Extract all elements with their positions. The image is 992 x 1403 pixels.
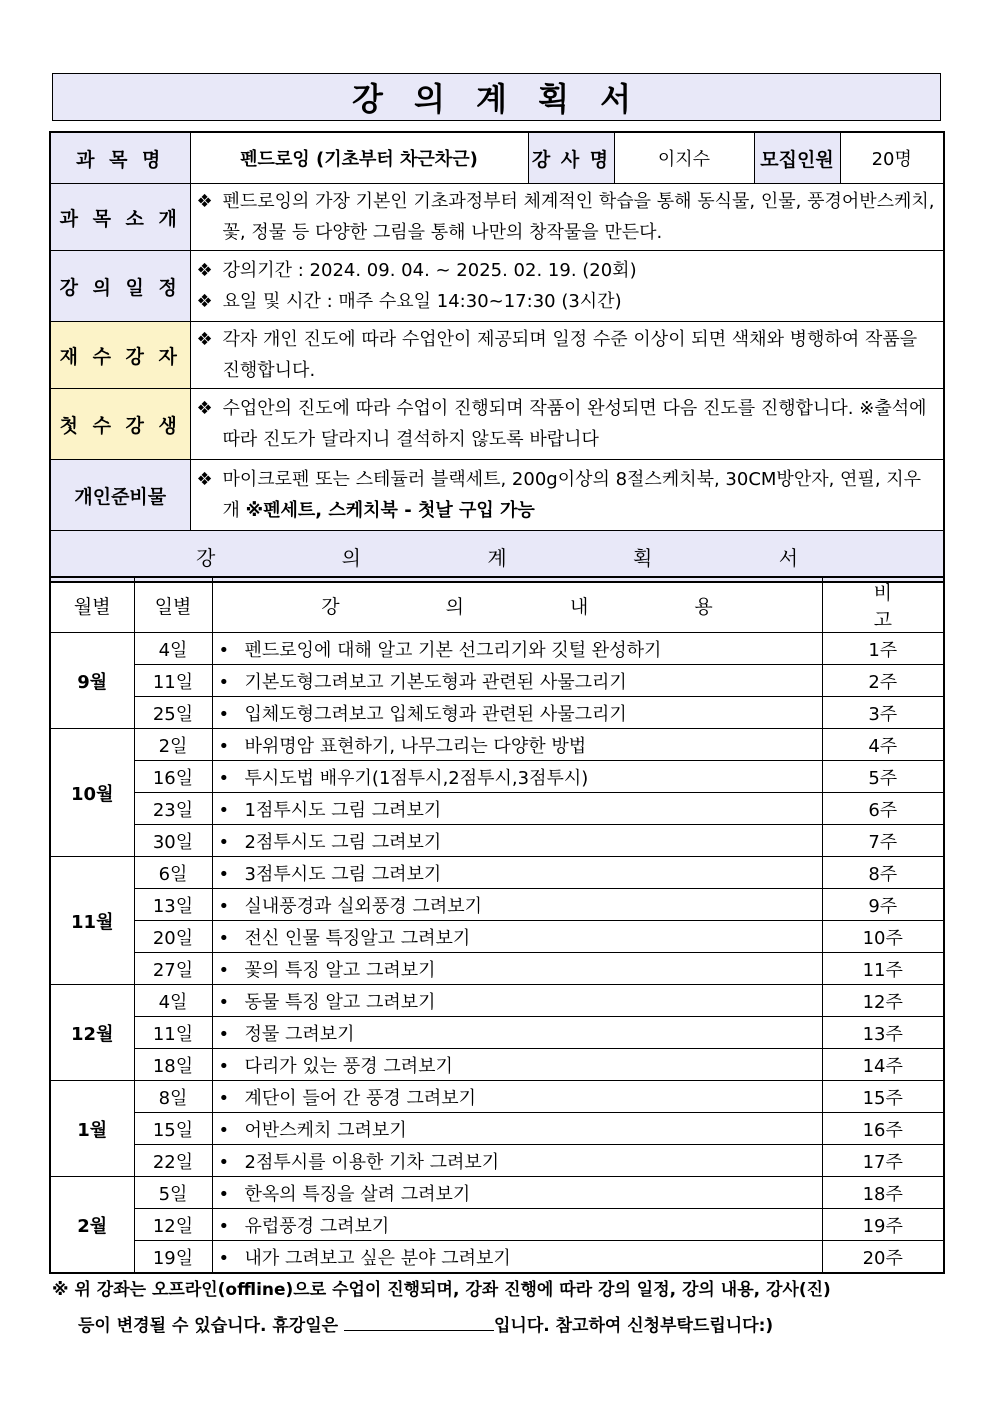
week-cell: 14주 bbox=[822, 1049, 944, 1081]
bullet-dot-icon: • bbox=[218, 927, 230, 949]
content-text: 2점투시를 이용한 기차 그려보기 bbox=[244, 1151, 500, 1173]
schedule-row bbox=[50, 1081, 944, 1113]
bullet-dot-icon: • bbox=[218, 767, 230, 789]
bullet-dot-icon: • bbox=[218, 863, 230, 885]
schedule-period: 강의기간 : 2024. 09. 04. ~ 2025. 02. 19. (20회) bbox=[222, 260, 637, 281]
content-text: 펜드로잉에 대해 알고 기본 선그리기와 깃털 완성하기 bbox=[244, 639, 662, 661]
week-cell: 16주 bbox=[822, 1113, 944, 1145]
bullet-dot-icon: • bbox=[218, 831, 230, 853]
bullet-dot-icon: • bbox=[218, 735, 230, 757]
diamond-bullet-icon: ❖ bbox=[196, 291, 213, 312]
content-text: 유럽풍경 그려보기 bbox=[244, 1215, 390, 1237]
footer-line-1: ※ 위 강좌는 오프라인(offline)으로 수업이 진행되며, 강좌 진행에 따라 강의 일정, 강의 내용, 강사(진) bbox=[52, 1280, 831, 1300]
footer-line-2-pre: 등이 변경될 수 있습니다. 휴강일은 bbox=[78, 1316, 339, 1336]
day-cell: 13일 bbox=[134, 889, 212, 921]
schedule-row bbox=[50, 1241, 944, 1274]
schedule-time: 요일 및 시간 : 매주 수요일 14:30~17:30 (3시간) bbox=[222, 291, 622, 312]
schedule-row bbox=[50, 761, 944, 793]
prep-cell bbox=[190, 460, 944, 531]
week-cell: 6주 bbox=[822, 793, 944, 825]
content-text: 바위명암 표현하기, 나무그리는 다양한 방법 bbox=[244, 735, 587, 757]
week-cell: 5주 bbox=[822, 761, 944, 793]
returning-text: 각자 개인 진도에 따라 수업안이 제공되며 일정 수준 이상이 되면 색채와 병행하여 작품을 진행합니다. bbox=[222, 329, 918, 381]
month-cell: 12월 bbox=[50, 985, 134, 1081]
day-cell: 27일 bbox=[134, 953, 212, 985]
bullet-dot-icon: • bbox=[218, 1247, 230, 1269]
prep-label: 개인준비물 bbox=[50, 460, 190, 531]
week-cell: 4주 bbox=[822, 729, 944, 761]
week-cell: 13주 bbox=[822, 1017, 944, 1049]
day-cell: 5일 bbox=[134, 1177, 212, 1209]
schedule-cell bbox=[190, 251, 944, 322]
content-cell bbox=[212, 1241, 822, 1274]
week-cell: 2주 bbox=[822, 665, 944, 697]
week-cell: 18주 bbox=[822, 1177, 944, 1209]
diamond-bullet-icon: ❖ bbox=[196, 329, 213, 350]
schedule-row bbox=[50, 665, 944, 697]
subject-label: 과 목 명 bbox=[50, 132, 190, 184]
prep-note: ※펜세트, 스케치북 - 첫날 구입 가능 bbox=[245, 500, 535, 521]
day-cell: 11일 bbox=[134, 1017, 212, 1049]
instructor-value: 이지수 bbox=[614, 132, 754, 184]
content-text: 3점투시도 그림 그려보기 bbox=[244, 863, 442, 885]
week-cell: 9주 bbox=[822, 889, 944, 921]
content-cell bbox=[212, 1017, 822, 1049]
week-cell: 1주 bbox=[822, 633, 944, 665]
schedule-row bbox=[50, 1113, 944, 1145]
schedule-row bbox=[50, 633, 944, 665]
day-header: 일별 bbox=[134, 577, 212, 633]
bullet-dot-icon: • bbox=[218, 639, 230, 661]
schedule-row bbox=[50, 921, 944, 953]
schedule-row bbox=[50, 729, 944, 761]
bullet-dot-icon: • bbox=[218, 1215, 230, 1237]
day-cell: 4일 bbox=[134, 633, 212, 665]
day-cell: 16일 bbox=[134, 761, 212, 793]
day-cell: 8일 bbox=[134, 1081, 212, 1113]
day-cell: 4일 bbox=[134, 985, 212, 1017]
content-text: 동물 특징 알고 그려보기 bbox=[244, 991, 436, 1013]
content-text: 어반스케치 그려보기 bbox=[244, 1119, 407, 1141]
footer-line-2-post: 입니다. 참고하여 신청부탁드립니다:) bbox=[493, 1316, 774, 1336]
section-title: 강 의 계 획 서 bbox=[50, 531, 944, 583]
month-cell: 10월 bbox=[50, 729, 134, 857]
day-cell: 20일 bbox=[134, 921, 212, 953]
content-cell bbox=[212, 953, 822, 985]
bullet-dot-icon: • bbox=[218, 1023, 230, 1045]
schedule-row bbox=[50, 985, 944, 1017]
content-cell bbox=[212, 761, 822, 793]
schedule-row bbox=[50, 889, 944, 921]
closure-date-blank bbox=[344, 1312, 494, 1331]
footer-notice bbox=[52, 1272, 952, 1344]
first-timer-text: 수업안의 진도에 따라 수업이 진행되며 작품이 완성되면 다음 진도를 진행합니다. ※출석에 따라 진도가 달라지니 결석하지 않도록 바랍니다 bbox=[222, 398, 927, 450]
content-cell bbox=[212, 1177, 822, 1209]
content-text: 정물 그려보기 bbox=[244, 1023, 355, 1045]
content-cell bbox=[212, 633, 822, 665]
schedule-row bbox=[50, 793, 944, 825]
prep-text: 마이크로펜 또는 스테듈러 블랙세트, 200g이상의 8절스케치북, 30CM방안자, 연필, 지우개 bbox=[222, 469, 922, 521]
diamond-bullet-icon: ❖ bbox=[196, 469, 213, 490]
content-cell bbox=[212, 1209, 822, 1241]
content-cell bbox=[212, 985, 822, 1017]
content-text: 투시도법 배우기(1점투시,2점투시,3점투시) bbox=[244, 767, 589, 789]
content-text: 1점투시도 그림 그려보기 bbox=[244, 799, 442, 821]
content-cell bbox=[212, 1113, 822, 1145]
bullet-dot-icon: • bbox=[218, 1055, 230, 1077]
intro-cell bbox=[190, 184, 944, 251]
month-cell: 1월 bbox=[50, 1081, 134, 1177]
first-timer-label: 첫 수 강 생 bbox=[50, 389, 190, 460]
content-text: 기본도형그려보고 기본도형과 관련된 사물그리기 bbox=[244, 671, 627, 693]
content-text: 한옥의 특징을 살려 그려보기 bbox=[244, 1183, 471, 1205]
content-cell bbox=[212, 889, 822, 921]
capacity-label: 모집인원 bbox=[754, 132, 840, 184]
week-cell: 12주 bbox=[822, 985, 944, 1017]
lecture-schedule-table bbox=[49, 576, 945, 1274]
first-timer-cell bbox=[190, 389, 944, 460]
day-cell: 22일 bbox=[134, 1145, 212, 1177]
instructor-label: 강 사 명 bbox=[528, 132, 614, 184]
schedule-row bbox=[50, 825, 944, 857]
returning-label: 재 수 강 자 bbox=[50, 322, 190, 389]
month-cell: 9월 bbox=[50, 633, 134, 729]
day-cell: 30일 bbox=[134, 825, 212, 857]
page-title: 강 의 계 획 서 bbox=[52, 73, 941, 121]
bullet-dot-icon: • bbox=[218, 1087, 230, 1109]
week-cell: 17주 bbox=[822, 1145, 944, 1177]
bullet-dot-icon: • bbox=[218, 703, 230, 725]
bullet-dot-icon: • bbox=[218, 1119, 230, 1141]
schedule-row bbox=[50, 1177, 944, 1209]
content-text: 실내풍경과 실외풍경 그려보기 bbox=[244, 895, 482, 917]
week-cell: 3주 bbox=[822, 697, 944, 729]
week-cell: 20주 bbox=[822, 1241, 944, 1274]
content-cell bbox=[212, 921, 822, 953]
content-cell bbox=[212, 1049, 822, 1081]
footer-line-2 bbox=[52, 1308, 952, 1344]
bullet-dot-icon: • bbox=[218, 799, 230, 821]
month-cell: 11월 bbox=[50, 857, 134, 985]
week-cell: 10주 bbox=[822, 921, 944, 953]
bullet-dot-icon: • bbox=[218, 991, 230, 1013]
content-text: 내가 그려보고 싶은 분야 그려보기 bbox=[244, 1247, 511, 1269]
week-cell: 19주 bbox=[822, 1209, 944, 1241]
content-cell bbox=[212, 1145, 822, 1177]
schedule-row bbox=[50, 953, 944, 985]
month-header: 월별 bbox=[50, 577, 134, 633]
bullet-dot-icon: • bbox=[218, 1151, 230, 1173]
diamond-bullet-icon: ❖ bbox=[196, 398, 213, 419]
content-cell bbox=[212, 665, 822, 697]
content-cell bbox=[212, 825, 822, 857]
content-text: 다리가 있는 풍경 그려보기 bbox=[244, 1055, 453, 1077]
note-header: 비 고 bbox=[822, 577, 944, 633]
schedule-label: 강 의 일 정 bbox=[50, 251, 190, 322]
week-cell: 8주 bbox=[822, 857, 944, 889]
diamond-bullet-icon: ❖ bbox=[196, 191, 213, 212]
bullet-dot-icon: • bbox=[218, 959, 230, 981]
content-cell bbox=[212, 857, 822, 889]
day-cell: 23일 bbox=[134, 793, 212, 825]
day-cell: 12일 bbox=[134, 1209, 212, 1241]
diamond-bullet-icon: ❖ bbox=[196, 260, 213, 281]
bullet-dot-icon: • bbox=[218, 895, 230, 917]
content-text: 계단이 들어 간 풍경 그려보기 bbox=[244, 1087, 477, 1109]
course-info-table bbox=[49, 131, 945, 583]
schedule-row bbox=[50, 1017, 944, 1049]
schedule-row bbox=[50, 857, 944, 889]
returning-cell bbox=[190, 322, 944, 389]
content-cell bbox=[212, 1081, 822, 1113]
schedule-row bbox=[50, 1145, 944, 1177]
content-cell bbox=[212, 793, 822, 825]
week-cell: 11주 bbox=[822, 953, 944, 985]
day-cell: 18일 bbox=[134, 1049, 212, 1081]
schedule-row bbox=[50, 697, 944, 729]
week-cell: 15주 bbox=[822, 1081, 944, 1113]
intro-text: 펜드로잉의 가장 기본인 기초과정부터 체계적인 학습을 통해 동식물, 인물, 풍경어반스케치, 꽃, 정물 등 다양한 그림을 통해 나만의 창작물을 만든다. bbox=[222, 191, 935, 243]
week-cell: 7주 bbox=[822, 825, 944, 857]
day-cell: 6일 bbox=[134, 857, 212, 889]
schedule-row bbox=[50, 1209, 944, 1241]
schedule-row bbox=[50, 1049, 944, 1081]
content-cell bbox=[212, 697, 822, 729]
content-text: 2점투시도 그림 그려보기 bbox=[244, 831, 442, 853]
content-text: 전신 인물 특징알고 그려보기 bbox=[244, 927, 471, 949]
day-cell: 2일 bbox=[134, 729, 212, 761]
bullet-dot-icon: • bbox=[218, 671, 230, 693]
day-cell: 25일 bbox=[134, 697, 212, 729]
day-cell: 19일 bbox=[134, 1241, 212, 1274]
content-header: 강 의 내 용 bbox=[212, 577, 822, 633]
content-cell bbox=[212, 729, 822, 761]
bullet-dot-icon: • bbox=[218, 1183, 230, 1205]
day-cell: 15일 bbox=[134, 1113, 212, 1145]
month-cell: 2월 bbox=[50, 1177, 134, 1274]
day-cell: 11일 bbox=[134, 665, 212, 697]
content-text: 꽃의 특징 알고 그려보기 bbox=[244, 959, 436, 981]
intro-label: 과 목 소 개 bbox=[50, 184, 190, 251]
subject-value: 펜드로잉 (기초부터 차근차근) bbox=[190, 132, 528, 184]
capacity-value: 20명 bbox=[840, 132, 944, 184]
content-text: 입체도형그려보고 입체도형과 관련된 사물그리기 bbox=[244, 703, 627, 725]
